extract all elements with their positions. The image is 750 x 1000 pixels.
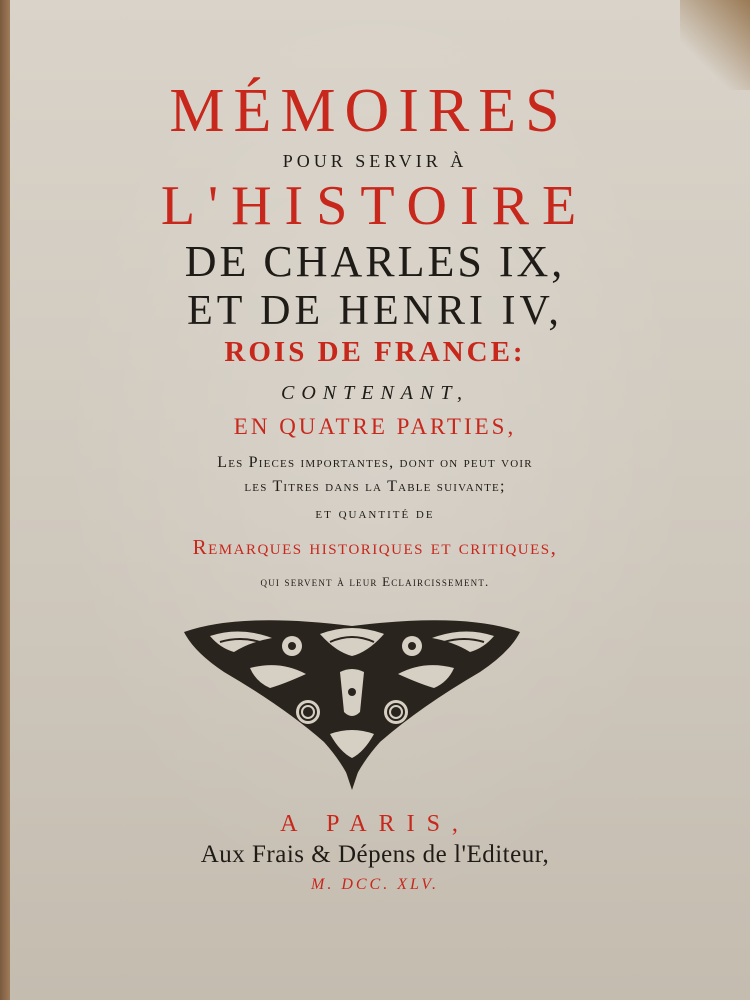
imprint-year: M. DCC. XLV. — [310, 876, 439, 893]
title-pour-servir: POUR SERVIR À — [282, 151, 468, 171]
title-memoires: MÉMOIRES — [169, 77, 569, 145]
floral-ornament-icon — [180, 612, 524, 792]
title-pieces-importantes: Les Pieces importantes, dont on peut voir — [217, 454, 533, 471]
title-henri-iv: ET DE HENRI IV, — [187, 288, 563, 334]
title-contenant: CONTENANT, — [281, 382, 469, 404]
title-titres-table: les Titres dans la Table suivante; — [244, 478, 506, 495]
title-histoire: L'HISTOIRE — [160, 175, 590, 237]
imprint-publisher: Aux Frais & Dépens de l'Editeur, — [200, 841, 550, 868]
title-quatre-parties: EN QUATRE PARTIES, — [233, 414, 517, 439]
title-quantite: et quantité de — [315, 506, 435, 522]
title-remarques: Remarques historiques et critiques, — [192, 535, 558, 559]
page-corner-shadow — [680, 0, 750, 90]
title-eclaircissement: qui servent à leur Eclaircissement. — [260, 574, 490, 589]
imprint-city: A PARIS, — [280, 811, 470, 837]
title-charles-ix: DE CHARLES IX, — [184, 237, 566, 286]
title-rois-de-france: ROIS DE FRANCE: — [224, 336, 526, 368]
